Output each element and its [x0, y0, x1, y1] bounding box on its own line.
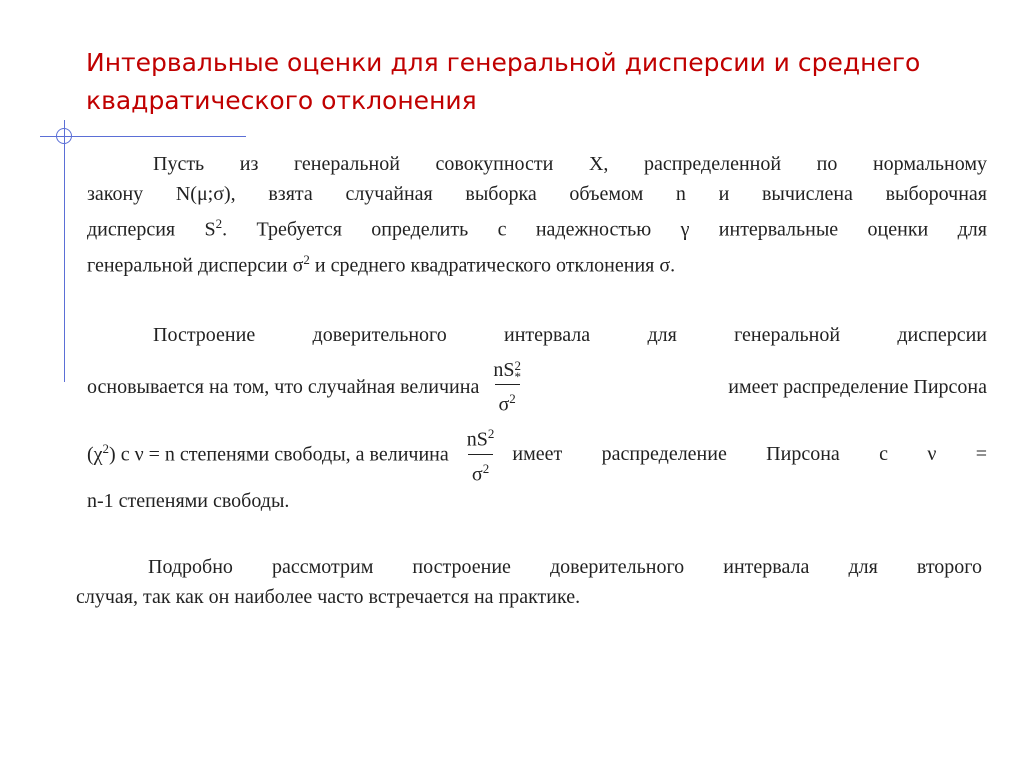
paragraph1-line4	[87, 245, 987, 281]
fraction-numerator	[489, 358, 525, 384]
paragraph2-line1: Построение доверительного интервала для генеральной дисперсии	[153, 324, 987, 346]
paragraph2-line2	[87, 358, 987, 417]
paragraph2-line3-b: ) с ν = n степенями свободы, а величина	[109, 443, 449, 466]
denominator-text: σ	[498, 394, 510, 417]
paragraph1-line2: закону N(μ;σ), взята случайная выборка объемом n и вычислена выборочная	[87, 182, 987, 205]
fraction-numerator	[463, 422, 499, 454]
superscript: 2	[487, 426, 495, 441]
paragraph3-line1: Подробно рассмотрим построение доверительного интервала для второго	[148, 556, 982, 578]
paragraph2-line2-a: основывается на том, что случайная величина	[87, 376, 480, 399]
denominator-text: σ	[471, 463, 483, 486]
paragraph1-line1: Пусть из генеральной совокупности Х, распределенной по нормальному	[153, 153, 987, 175]
slide-title: Интервальные оценки для генеральной дисперсии и среднего квадратического отклонения	[86, 48, 921, 115]
fraction-nS-over-sigma	[463, 422, 499, 486]
superscript: 2	[514, 358, 521, 374]
paragraph-conclusion	[76, 552, 982, 612]
paragraph-problem-statement	[87, 150, 987, 281]
fraction-denominator	[495, 384, 520, 417]
decoration-vertical-line	[64, 120, 65, 382]
numerator-text: nS	[466, 428, 488, 451]
paragraph2-line3-a	[87, 441, 449, 467]
superscript: 2	[102, 441, 110, 457]
superscript: 2	[482, 460, 490, 476]
paragraph1-line3-a: дисперсия S	[87, 218, 216, 241]
paragraph1-line3-b: . Требуется определить с надежностью γ интервальные оценки для	[222, 218, 987, 241]
paragraph2-line4: n-1 степенями свободы.	[87, 490, 290, 512]
decoration-circle	[56, 128, 72, 144]
paragraph1-line4-b: и среднего квадратического отклонения σ.	[309, 254, 676, 277]
chi-open: (χ	[87, 443, 103, 466]
subscript: *	[514, 369, 521, 385]
superscript: 2	[215, 216, 223, 231]
fraction-denominator	[468, 454, 493, 487]
paragraph3-line2: случая, так как он наиболее часто встречается на практике.	[76, 586, 581, 608]
numerator-text: nS	[493, 359, 515, 381]
fraction-nS-star-over-sigma	[489, 358, 525, 417]
paragraph2-line3-c: имеет распределение Пирсона с ν =	[512, 442, 987, 465]
paragraph2-line3	[87, 422, 987, 486]
paragraph2-line2-b: имеет распределение Пирсона	[728, 376, 987, 399]
paragraph1-line3	[87, 209, 987, 245]
superscript: 2	[509, 391, 516, 407]
superscript: 2	[303, 252, 310, 268]
paragraph1-line4-a: генеральной дисперсии σ	[87, 254, 304, 277]
